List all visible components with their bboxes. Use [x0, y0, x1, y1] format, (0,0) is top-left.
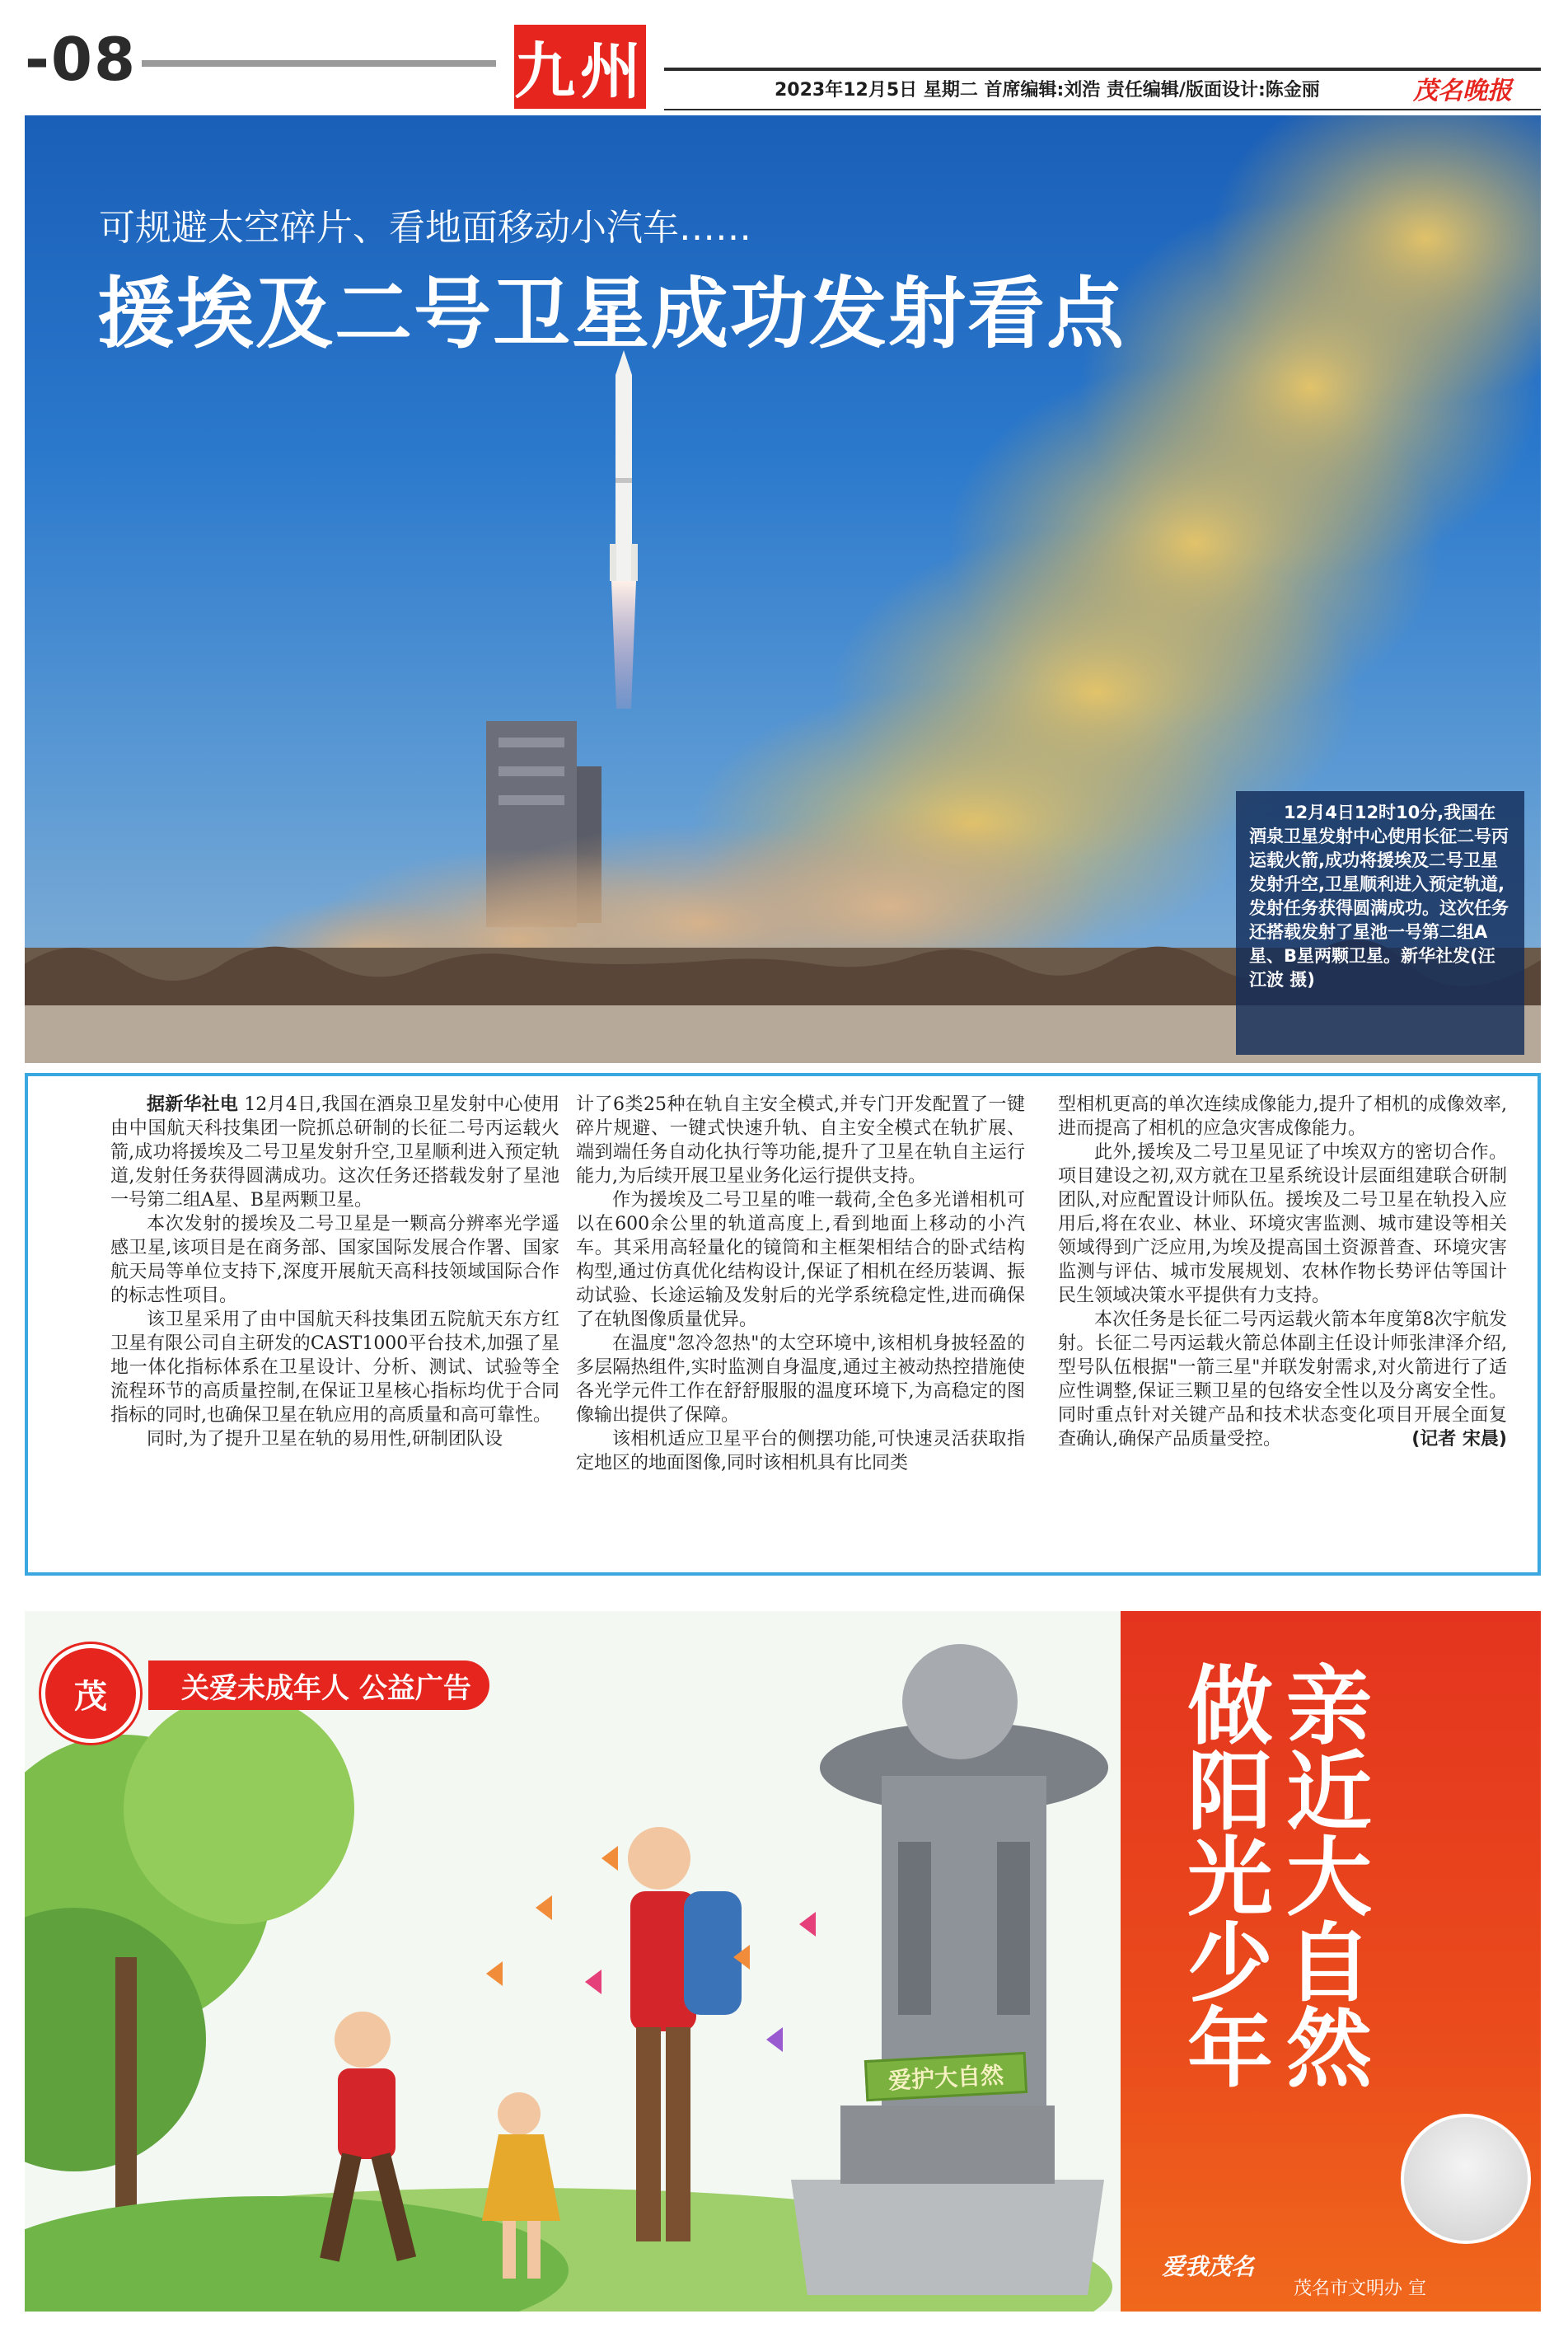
article-lead: 据新华社电 — [147, 1094, 239, 1115]
article-paragraph: 12月4日,我国在酒泉卫星发射中心使用由中国航天科技集团一院抓总研制的长征二号丙运载火箭,成功将援埃及二号卫星发射升空,卫星顺利进入预定轨道,发射任务获得圆满成功。这次任务还搭载发射了星池一号第二组A星、B星两颗卫星。 — [110, 1094, 559, 1211]
article-paragraph: 在温度"忽冷忽热"的太空环境中,该相机身披轻盈的多层隔热组件,实时监测自身温度,通过主被动热控措施使各光学元件工作在舒舒服服的温度环境下,为高稳定的图像输出提供了保障。 — [576, 1333, 1025, 1426]
ad-slogan-right: 亲近大自然 — [1271, 1661, 1372, 2089]
article-column-1 — [110, 1093, 559, 1562]
ad-emblem: 茂 — [41, 1644, 140, 1743]
section-label: 九州 — [514, 25, 646, 109]
page-number-rule — [142, 60, 496, 67]
article-paragraph-text: 本次任务是长征二号丙运载火箭本年度第8次宇航发射。长征二号丙运载火箭总体副主任设计师张津泽介绍,型号队伍根据"一箭三星"并联发射需求,对火箭进行了适应性调整,保证三颗卫星的包络安全性以及分离安全性。同时重点针对关键产品和技术状态变化项目开展全面复查确认,确保产品质量受控。 — [1058, 1309, 1507, 1450]
article-body — [25, 1073, 1541, 1576]
hero-title: 援埃及二号卫星成功发射看点 — [97, 269, 1126, 359]
horse-statue-icon — [1401, 2114, 1531, 2244]
sculpture-base — [791, 2180, 1104, 2295]
hero-photo — [25, 115, 1541, 1063]
article-paragraph: 该卫星采用了由中国航天科技集团五院航天东方红卫星有限公司自主研发的CAST1000平台技术,加强了星地一体化指标体系在卫星设计、分析、测试、试验等全流程环节的高质量控制,在保证卫星核心指标均优于合同指标的同时,也确保卫星在轨应用的高质量和高可靠性。 — [110, 1309, 559, 1426]
article-column-2 — [576, 1093, 1025, 1562]
article-paragraph — [1058, 1308, 1507, 1451]
dateline: 2023年12月5日 星期二 首席编辑:刘浩 责任编辑/版面设计:陈金丽 — [775, 80, 1320, 101]
article-paragraph: 此外,援埃及二号卫星见证了中埃双方的密切合作。项目建设之初,双方就在卫星系统设计层面组建联合研制团队,对应配置设计师队伍。援埃及二号卫星在轨投入应用后,将在农业、林业、环境灾害监测、城市建设等相关领域得到广泛应用,为埃及提高国土资源普查、环境灾害监测与评估、城市发展规划、农林作物长势评估等国计民生领域决策水平提供有力支持。 — [1058, 1142, 1507, 1306]
hero-subtitle: 可规避太空碎片、看地面移动小汽车…… — [99, 207, 751, 249]
ad-slogan-left: 做阳光少年 — [1172, 1661, 1273, 2089]
article-paragraph: 该相机适应卫星平台的侧摆功能,可快速灵活获取指定地区的地面图像,同时该相机具有比同类 — [576, 1429, 1025, 1473]
article-paragraph: 计了6类25种在轨自主安全模式,并专门开发配置了一键碎片规避、一键式快速升轨、自主安全模式在轨扩展、端到端任务自动化执行等功能,提升了卫星在轨自主运行能力,为后续开展卫星业务化运行提供支持。 — [576, 1094, 1025, 1187]
article-paragraph: 型相机更高的单次连续成像能力,提升了相机的成像效率,进而提高了相机的应急灾害成像能力。 — [1058, 1094, 1507, 1139]
reporter-byline: (记者 宋晨) — [1411, 1429, 1507, 1450]
ad-badge: 关爱未成年人 公益广告 — [148, 1661, 489, 1710]
article-column-3 — [1058, 1093, 1507, 1562]
page-number: -08 — [25, 25, 138, 94]
ad-credit: 茂名市文明办 宣 — [1294, 2279, 1426, 2299]
rocket — [610, 350, 638, 709]
sculpture-plaque: 爱护大自然 — [864, 2052, 1027, 2101]
article-paragraph: 同时,为了提升卫星在轨的易用性,研制团队设 — [147, 1429, 503, 1450]
city-logo: 爱我茂名 — [1162, 2253, 1255, 2280]
article-paragraph: 本次发射的援埃及二号卫星是一颗高分辨率光学遥感卫星,该项目是在商务部、国家国际发展合作署、国家航天局等单位支持下,深度开展航天高科技领域国际合作的标志性项目。 — [110, 1214, 559, 1306]
masthead-logo: 茂名晚报 — [1413, 77, 1512, 105]
photo-caption: 12月4日12时10分,我国在酒泉卫星发射中心使用长征二号丙运载火箭,成功将援埃及二号卫星发射升空,卫星顺利进入预定轨道,发射任务获得圆满成功。这次任务还搭载发射了星池一号第二组A星、B星两颗卫星。新华社发(汪江波 摄) — [1236, 791, 1524, 1055]
header-rule-bottom — [664, 109, 1541, 110]
public-service-ad — [25, 1611, 1541, 2312]
article-paragraph: 作为援埃及二号卫星的唯一载荷,全色多光谱相机可以在600余公里的轨道高度上,看到地面上移动的小汽车。其采用高轻量化的镜筒和主框架相结合的卧式结构构型,通过仿真优化结构设计,保证了相机在经历装调、振动试验、长途运输及发射后的光学系统稳定性,进而确保了在轨图像质量优异。 — [576, 1190, 1025, 1330]
